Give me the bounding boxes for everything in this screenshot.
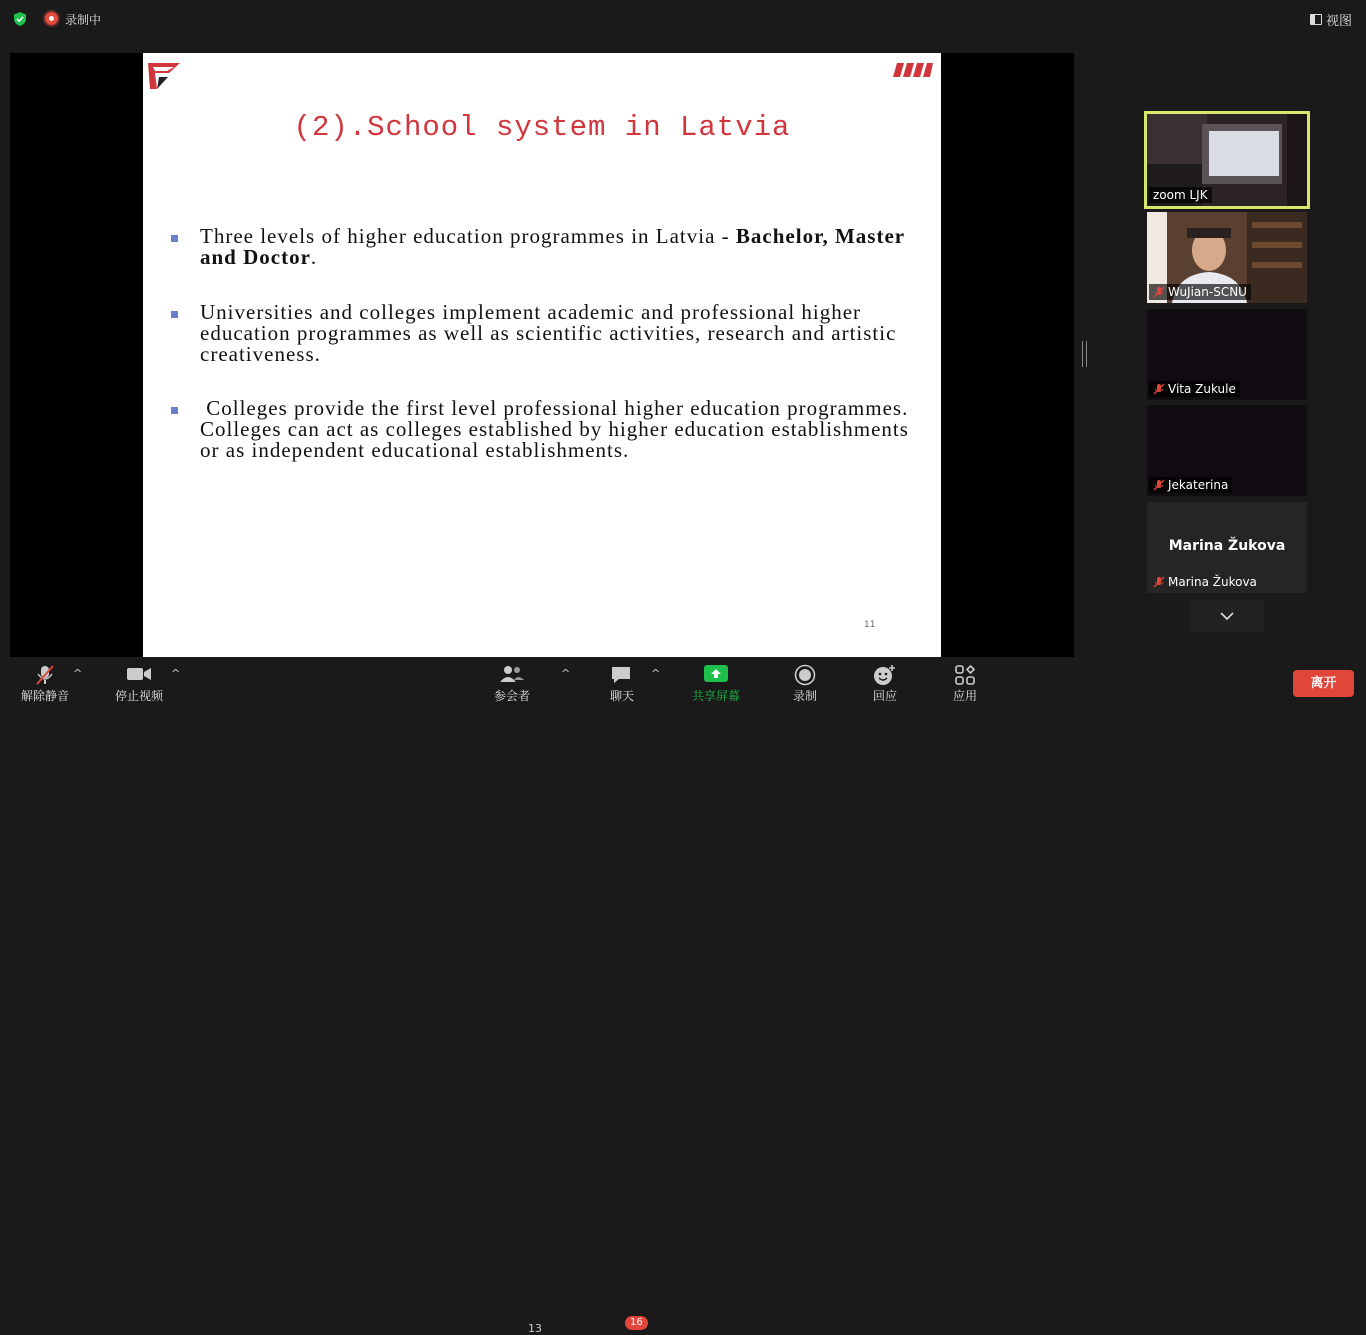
participant-name-label	[1149, 284, 1251, 300]
bullet-list	[171, 224, 916, 462]
share-screen-icon	[703, 664, 729, 684]
chat-button[interactable]	[596, 657, 648, 706]
participant-name-label	[1149, 477, 1232, 493]
view-button[interactable]	[1310, 10, 1352, 29]
participants-options-caret[interactable]: ^	[561, 667, 571, 680]
view-label: 视图	[1325, 14, 1352, 29]
apps-button[interactable]	[940, 657, 990, 706]
bullet-marker	[171, 407, 178, 414]
share-screen-button[interactable]	[684, 657, 748, 706]
stop-video-button[interactable]	[108, 657, 170, 706]
bullet-item	[171, 226, 911, 268]
university-logo-icon	[147, 59, 181, 91]
recording-status[interactable]: 录制中	[65, 13, 102, 27]
leave-meeting-button[interactable]: 离开	[1293, 670, 1354, 697]
record-icon	[794, 664, 816, 686]
participant-tile[interactable]	[1147, 502, 1307, 593]
muted-mic-icon	[1153, 286, 1165, 298]
show-more-participants-button[interactable]	[1190, 600, 1264, 632]
participant-display-name: Marina Žukova	[1168, 538, 1286, 554]
emoji-reaction-icon	[873, 664, 897, 686]
chat-bubble-icon	[610, 664, 634, 686]
participant-name: Marina Žukova	[1168, 575, 1257, 589]
participant-name-label	[1149, 574, 1261, 590]
participant-name: zoom LJK	[1153, 188, 1208, 202]
panel-resize-handle[interactable]	[1082, 341, 1087, 367]
participants-icon	[499, 664, 525, 684]
presentation-slide	[143, 53, 941, 657]
participant-tile[interactable]	[1147, 309, 1307, 400]
bullet-marker	[171, 311, 178, 318]
participant-tile[interactable]	[1147, 405, 1307, 496]
apps-icon	[954, 664, 976, 686]
stop-video-label: 停止视频	[114, 689, 163, 703]
participants-button[interactable]	[482, 657, 542, 706]
meeting-toolbar	[0, 657, 1366, 1335]
participant-name-label	[1149, 381, 1240, 397]
muted-mic-icon	[1153, 576, 1165, 588]
reactions-label: 回应	[872, 689, 897, 703]
record-label: 录制	[792, 689, 817, 703]
reactions-button[interactable]	[860, 657, 910, 706]
bullet-marker	[171, 235, 178, 242]
chat-options-caret[interactable]: ^	[651, 667, 661, 680]
bullet-text: Colleges provide the first level professional higher education programmes. Colleges can act as colleges established by higher education establishments or as independent educational establishments.	[200, 396, 916, 462]
participant-tile[interactable]	[1144, 111, 1310, 209]
recording-icon	[45, 12, 58, 25]
participant-name: Vita Zukule	[1168, 382, 1236, 396]
bullet-item	[171, 396, 916, 462]
participants-count: 13	[528, 1322, 542, 1335]
participant-name: WuJian-SCNU	[1168, 285, 1247, 299]
record-button[interactable]	[780, 657, 830, 706]
chat-unread-badge: 16	[625, 1316, 648, 1330]
muted-microphone-icon	[34, 664, 56, 686]
participant-tile[interactable]	[1147, 212, 1307, 303]
audio-options-caret[interactable]: ^	[73, 667, 83, 680]
shared-screen	[10, 53, 1074, 657]
participants-label: 参会者	[493, 689, 530, 703]
slide-title: (2).School system in Latvia	[293, 111, 791, 144]
security-shield-icon[interactable]	[12, 11, 28, 27]
chat-label: 聊天	[609, 689, 634, 703]
partner-logo-icon	[893, 63, 933, 77]
bullet-text: Universities and colleges implement academic and professional higher education programmes as well as scientific activities, research and artistic creativeness.	[200, 300, 897, 366]
bullet-bold-text: Bachelor, Master and Doctor	[200, 224, 905, 269]
grid-view-icon	[1310, 14, 1322, 25]
bullet-item	[171, 302, 911, 365]
video-options-caret[interactable]: ^	[171, 667, 181, 680]
bullet-tail: .	[310, 245, 318, 269]
unmute-button[interactable]	[14, 657, 76, 706]
apps-label: 应用	[952, 689, 977, 703]
slide-page-number: 11	[864, 620, 876, 630]
chevron-down-icon	[1190, 600, 1264, 632]
top-bar	[0, 0, 1366, 38]
unmute-label: 解除静音	[20, 689, 69, 703]
participant-name-label	[1149, 187, 1212, 203]
muted-mic-icon	[1153, 383, 1165, 395]
share-screen-label: 共享屏幕	[691, 689, 740, 703]
muted-mic-icon	[1153, 479, 1165, 491]
video-camera-icon	[126, 664, 152, 684]
bullet-text: Three levels of higher education programmes in Latvia -	[200, 224, 736, 248]
participant-name: Jekaterina	[1168, 478, 1229, 492]
